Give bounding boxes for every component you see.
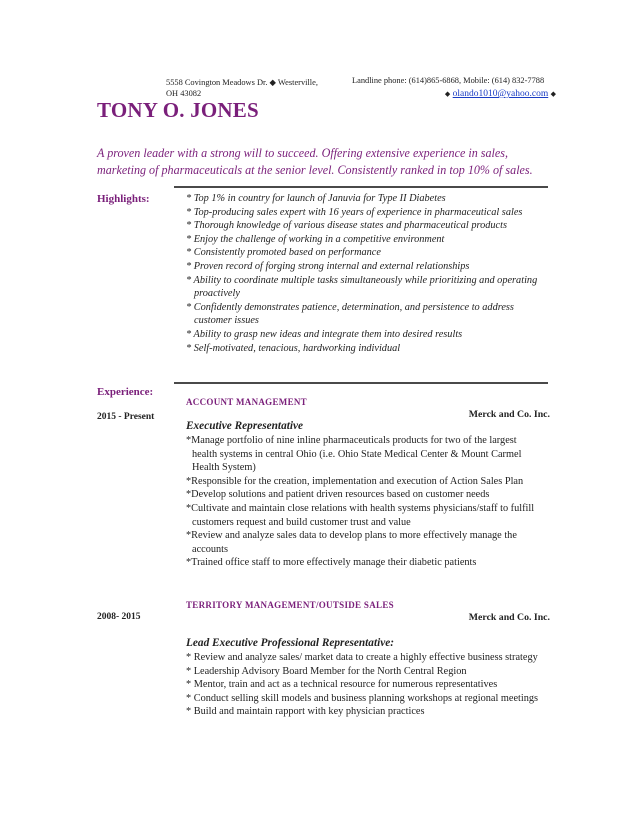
list-item: *Develop solutions and patient driven resources based on customer needs (186, 489, 490, 501)
address (166, 77, 346, 99)
experience-label: Experience: (97, 386, 154, 398)
list-item: *Cultivate and maintain close relations with health systems physicians/staff to fulfill customers request and build customer trust and value (186, 502, 535, 528)
list-item: * Consistently promoted based on performance (186, 247, 381, 259)
job-dates: 2015 - Present (97, 412, 155, 422)
list-item: * Top-producing sales expert with 16 years of experience in pharmaceutical sales (186, 206, 523, 218)
contact-info (352, 75, 562, 100)
list-item: * Ability to grasp new ideas and integrate them into desired results (186, 328, 463, 340)
email-line (352, 89, 562, 100)
list-item: * Self-motivated, tenacious, hardworking individual (186, 342, 401, 354)
address-line2: OH 43082 (166, 89, 202, 98)
address-line1: 5558 Covington Meadows Dr. ◆ Westerville, (166, 78, 318, 87)
highlights-label: Highlights: (97, 193, 150, 205)
list-item: * Review and analyze sales/ market data to create a highly effective business strategy (186, 652, 538, 663)
phone-line: Landline phone: (614)865-6868, Mobile: (614) 832-7788 (352, 76, 545, 85)
job-title: Executive Representative (186, 420, 304, 432)
candidate-name: TONY O. JONES (97, 98, 259, 122)
summary (97, 145, 557, 179)
company-name: Merck and Co. Inc. (468, 409, 550, 420)
list-item: *Manage portfolio of nine inline pharmaceuticals products for two of the largest health systems in central Ohio (i.e. Ohio State Medical Center & Mount Carmel Health System) (186, 435, 522, 474)
list-item: * Thorough knowledge of various disease states and pharmaceutical products (186, 220, 507, 232)
company-name: Merck and Co. Inc. (468, 612, 550, 623)
list-item: * Mentor, train and act as a technical resource for numerous representatives (186, 679, 498, 691)
list-item: * Enjoy the challenge of working in a competitive environment (186, 233, 445, 245)
list-item: *Trained office staff to more effectively manage their diabetic patients (186, 557, 477, 569)
list-item: * Confidently demonstrates patience, determination, and persistence to address customer issues (186, 301, 514, 327)
list-item: *Responsible for the creation, implementation and execution of Action Sales Plan (186, 475, 524, 487)
section-heading: TERRITORY MANAGEMENT/OUTSIDE SALES (186, 600, 394, 610)
divider (174, 382, 548, 384)
summary-line1: A proven leader with a strong will to succeed. Offering extensive experience in sales, (97, 146, 508, 160)
diamond-icon: ◆ (444, 90, 451, 98)
list-item: *Review and analyze sales data to develop plans to more effectively manage the accounts (186, 530, 517, 555)
section-heading: ACCOUNT MANAGEMENT (186, 397, 307, 407)
highlights-list (186, 192, 546, 355)
list-item: * Ability to coordinate multiple tasks simultaneously while prioritizing and operating proactively (186, 274, 538, 300)
email-link[interactable]: olando1010@yahoo.com (452, 89, 549, 99)
list-item: * Proven record of forging strong internal and external relationships (186, 260, 470, 272)
job-bullets (186, 651, 544, 719)
divider (174, 186, 548, 188)
diamond-icon: ◆ (550, 90, 556, 98)
job-dates: 2008- 2015 (97, 612, 141, 622)
job-bullets (186, 434, 544, 570)
job-title: Lead Executive Professional Representative: (186, 637, 395, 649)
list-item: * Conduct selling skill models and business planning workshops at regional meetings (186, 692, 539, 704)
summary-line2: marketing of pharmaceuticals at the senior level. Consistently ranked in top 10% of sales. (97, 163, 533, 177)
list-item: * Leadership Advisory Board Member for the North Central Region (186, 665, 467, 677)
list-item: * Build and maintain rapport with key physician practices (186, 706, 425, 718)
list-item: * Top 1% in country for launch of Januvia for Type II Diabetes (186, 193, 446, 204)
